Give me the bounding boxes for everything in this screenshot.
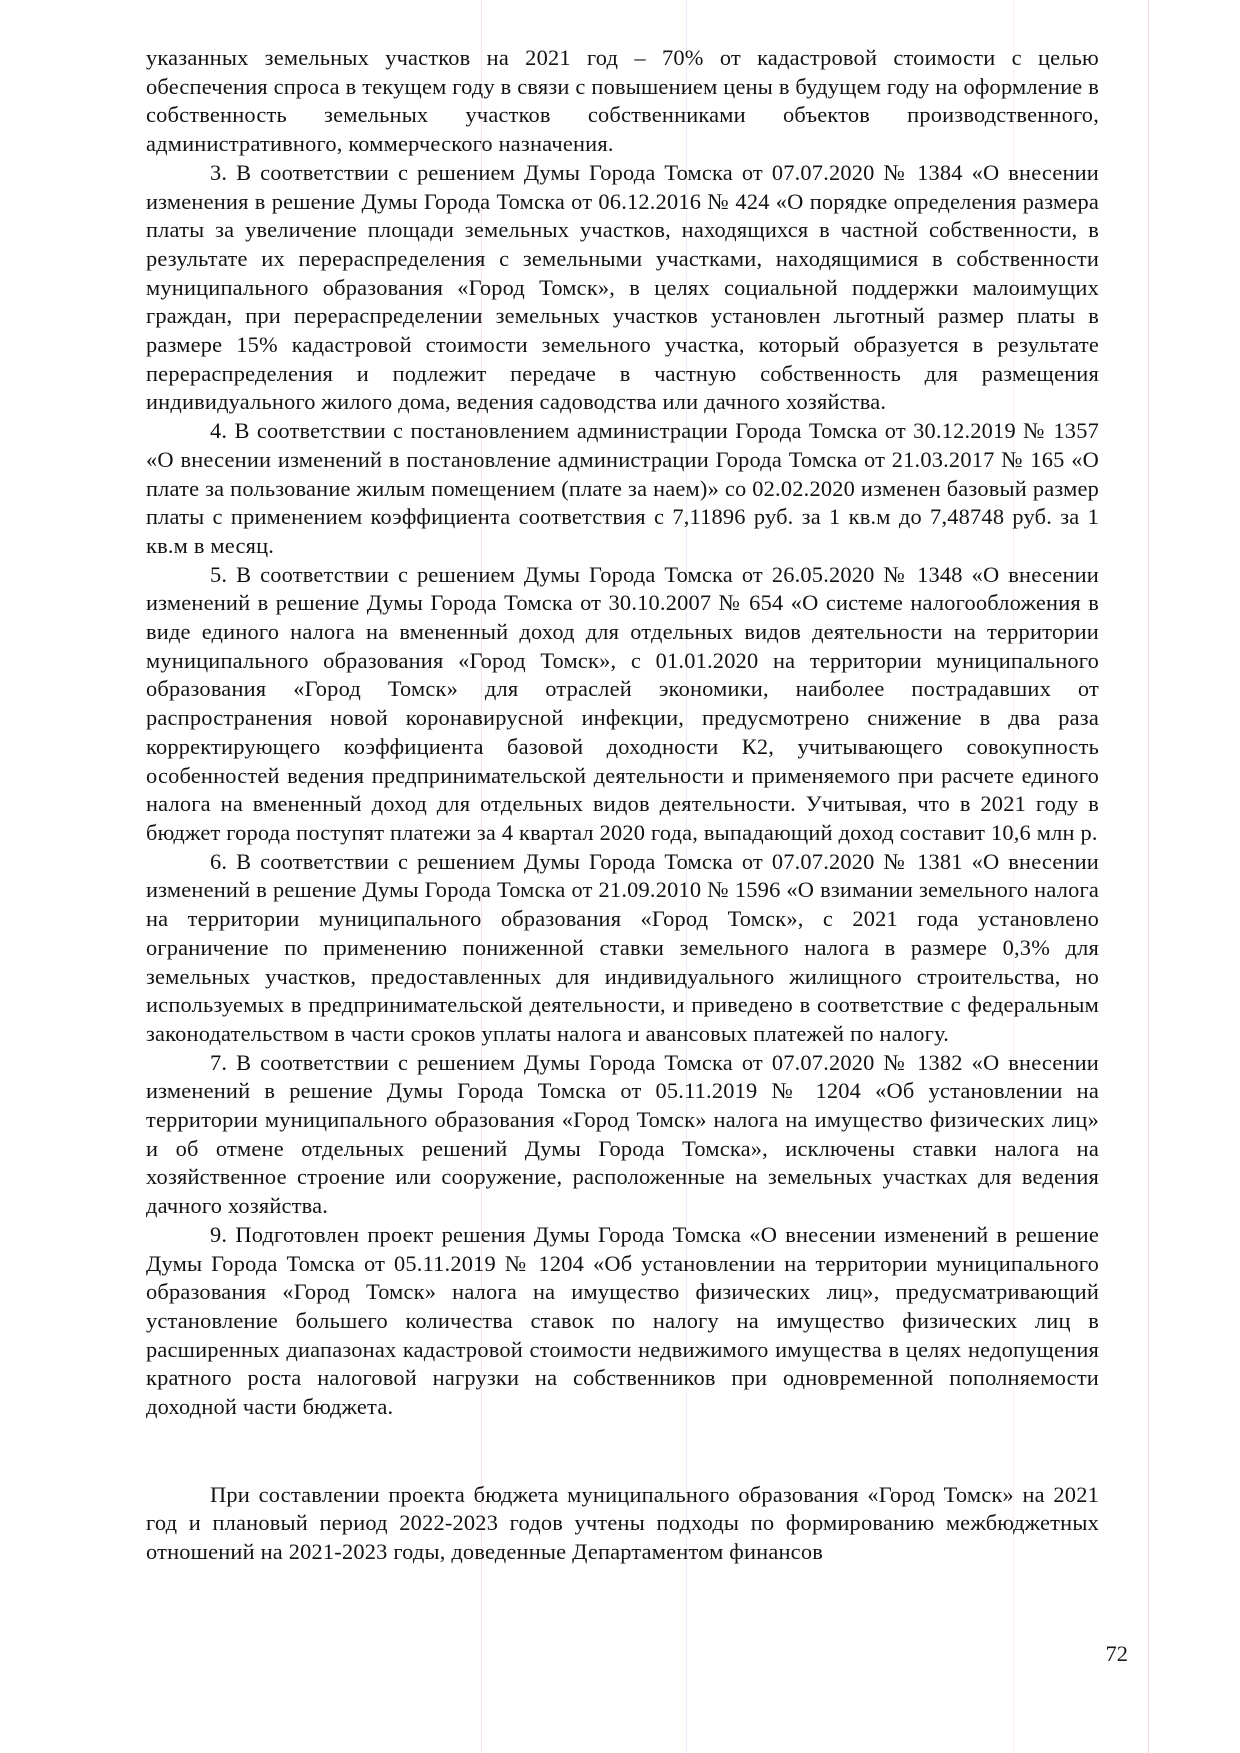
paragraph: 3. В соответствии с решением Думы Города Томска от 07.07.2020 № 1384 «О внесении изменения в решение Думы Города Томска от 06.12.2016 № 424 «О порядке определения размера платы за увеличение площади земельных участков, находящихся в частной собственности, в результате их перераспределения с земельными участками, находящимися в собственности муниципального образования «Город Томск», в целях социальной поддержки малоимущих граждан, при перераспределении земельных участков установлен льготный размер платы в размере 15% кадастровой стоимости земельного участка, который образуется в результате перераспределения и подлежит передаче в частную собственность для размещения индивидуального жилого дома, ведения садоводства или дачного хозяйства. (146, 159, 1099, 415)
paragraph: указанных земельных участков на 2021 год – 70% от кадастровой стоимости с целью обеспечения спроса в текущем году в связи с повышением цены в будущем году на оформление в собственность земельных участков собственниками объектов производственного, административного, коммерческого назначения. (146, 45, 1099, 157)
paragraph: При составлении проекта бюджета муниципального образования «Город Томск» на 2021 год и плановый период 2022-2023 годов учтены подходы по формированию межбюджетных отношений на 2021-2023 годы, доведенные Департаментом финансов (146, 1481, 1099, 1565)
document-text-block (146, 44, 1099, 1567)
paragraph: 9. Подготовлен проект решения Думы Города Томска «О внесении изменений в решение Думы Города Томска от 05.11.2019 № 1204 «Об установлении на территории муниципального образования «Город Томск» налога на имущество физических лиц», предусматривающий установление большего количества ставок по налогу на имущество физических лиц в расширенных диапазонах кадастровой стоимости недвижимого имущества в целях недопущения кратного роста налоговой нагрузки на собственников при одновременной пополняемости доходной части бюджета. (146, 1221, 1099, 1420)
page-number: 72 (1105, 1641, 1128, 1666)
scan-artifact-line (1148, 0, 1149, 1753)
paragraph: 6. В соответствии с решением Думы Города Томска от 07.07.2020 № 1381 «О внесении изменений в решение Думы Города Томска от 21.09.2010 № 1596 «О взимании земельного налога на территории муниципального образования «Город Томск», с 2021 года установлено ограничение по применению пониженной ставки земельного налога в размере 0,3% для земельных участков, предоставленных для индивидуального жилищного строительства, но используемых в предпринимательской деятельности, и приведено в соответствие с федеральным законодательством в части сроков уплаты налога и авансовых платежей по налогу. (146, 848, 1099, 1046)
paragraph: 7. В соответствии с решением Думы Города Томска от 07.07.2020 № 1382 «О внесении изменений в решение Думы Города Томска от 05.11.2019 № 1204 «Об установлении на территории муниципального образования «Город Томск» налога на имущество физических лиц» и об отмене отдельных решений Думы Города Томска», исключены ставки налога на хозяйственное строение или сооружение, расположенные на земельных участках для ведения дачного хозяйства. (146, 1049, 1099, 1219)
paragraph: 5. В соответствии с решением Думы Города Томска от 26.05.2020 № 1348 «О внесении изменений в решение Думы Города Томска от 30.10.2007 № 654 «О системе налогообложения в виде единого налога на вмененный доход для отдельных видов деятельности на территории муниципального образования «Город Томск», с 01.01.2020 на территории муниципального образования «Город Томск» для отраслей экономики, наиболее пострадавших от распространения новой коронавирусной инфекции, предусмотрено снижение в два раза корректирующего коэффициента базовой доходности К2, учитывающего совокупность особенностей ведения предпринимательской деятельности и применяемого при расчете единого налога на вмененный доход для отдельных видов деятельности. Учитывая, что в 2021 году в бюджет города поступят платежи за 4 квартал 2020 года, выпадающий доход составит 10,6 млн р. (146, 561, 1099, 845)
paragraph: 4. В соответствии с постановлением администрации Города Томска от 30.12.2019 № 1357 «О внесении изменений в постановление администрации Города Томска от 21.03.2017 № 165 «О плате за пользование жилым помещением (плате за наем)» со 02.02.2020 изменен базовый размер платы с применением коэффициента соответствия с 7,11896 руб. за 1 кв.м до 7,48748 руб. за 1 кв.м в месяц. (146, 418, 1099, 558)
